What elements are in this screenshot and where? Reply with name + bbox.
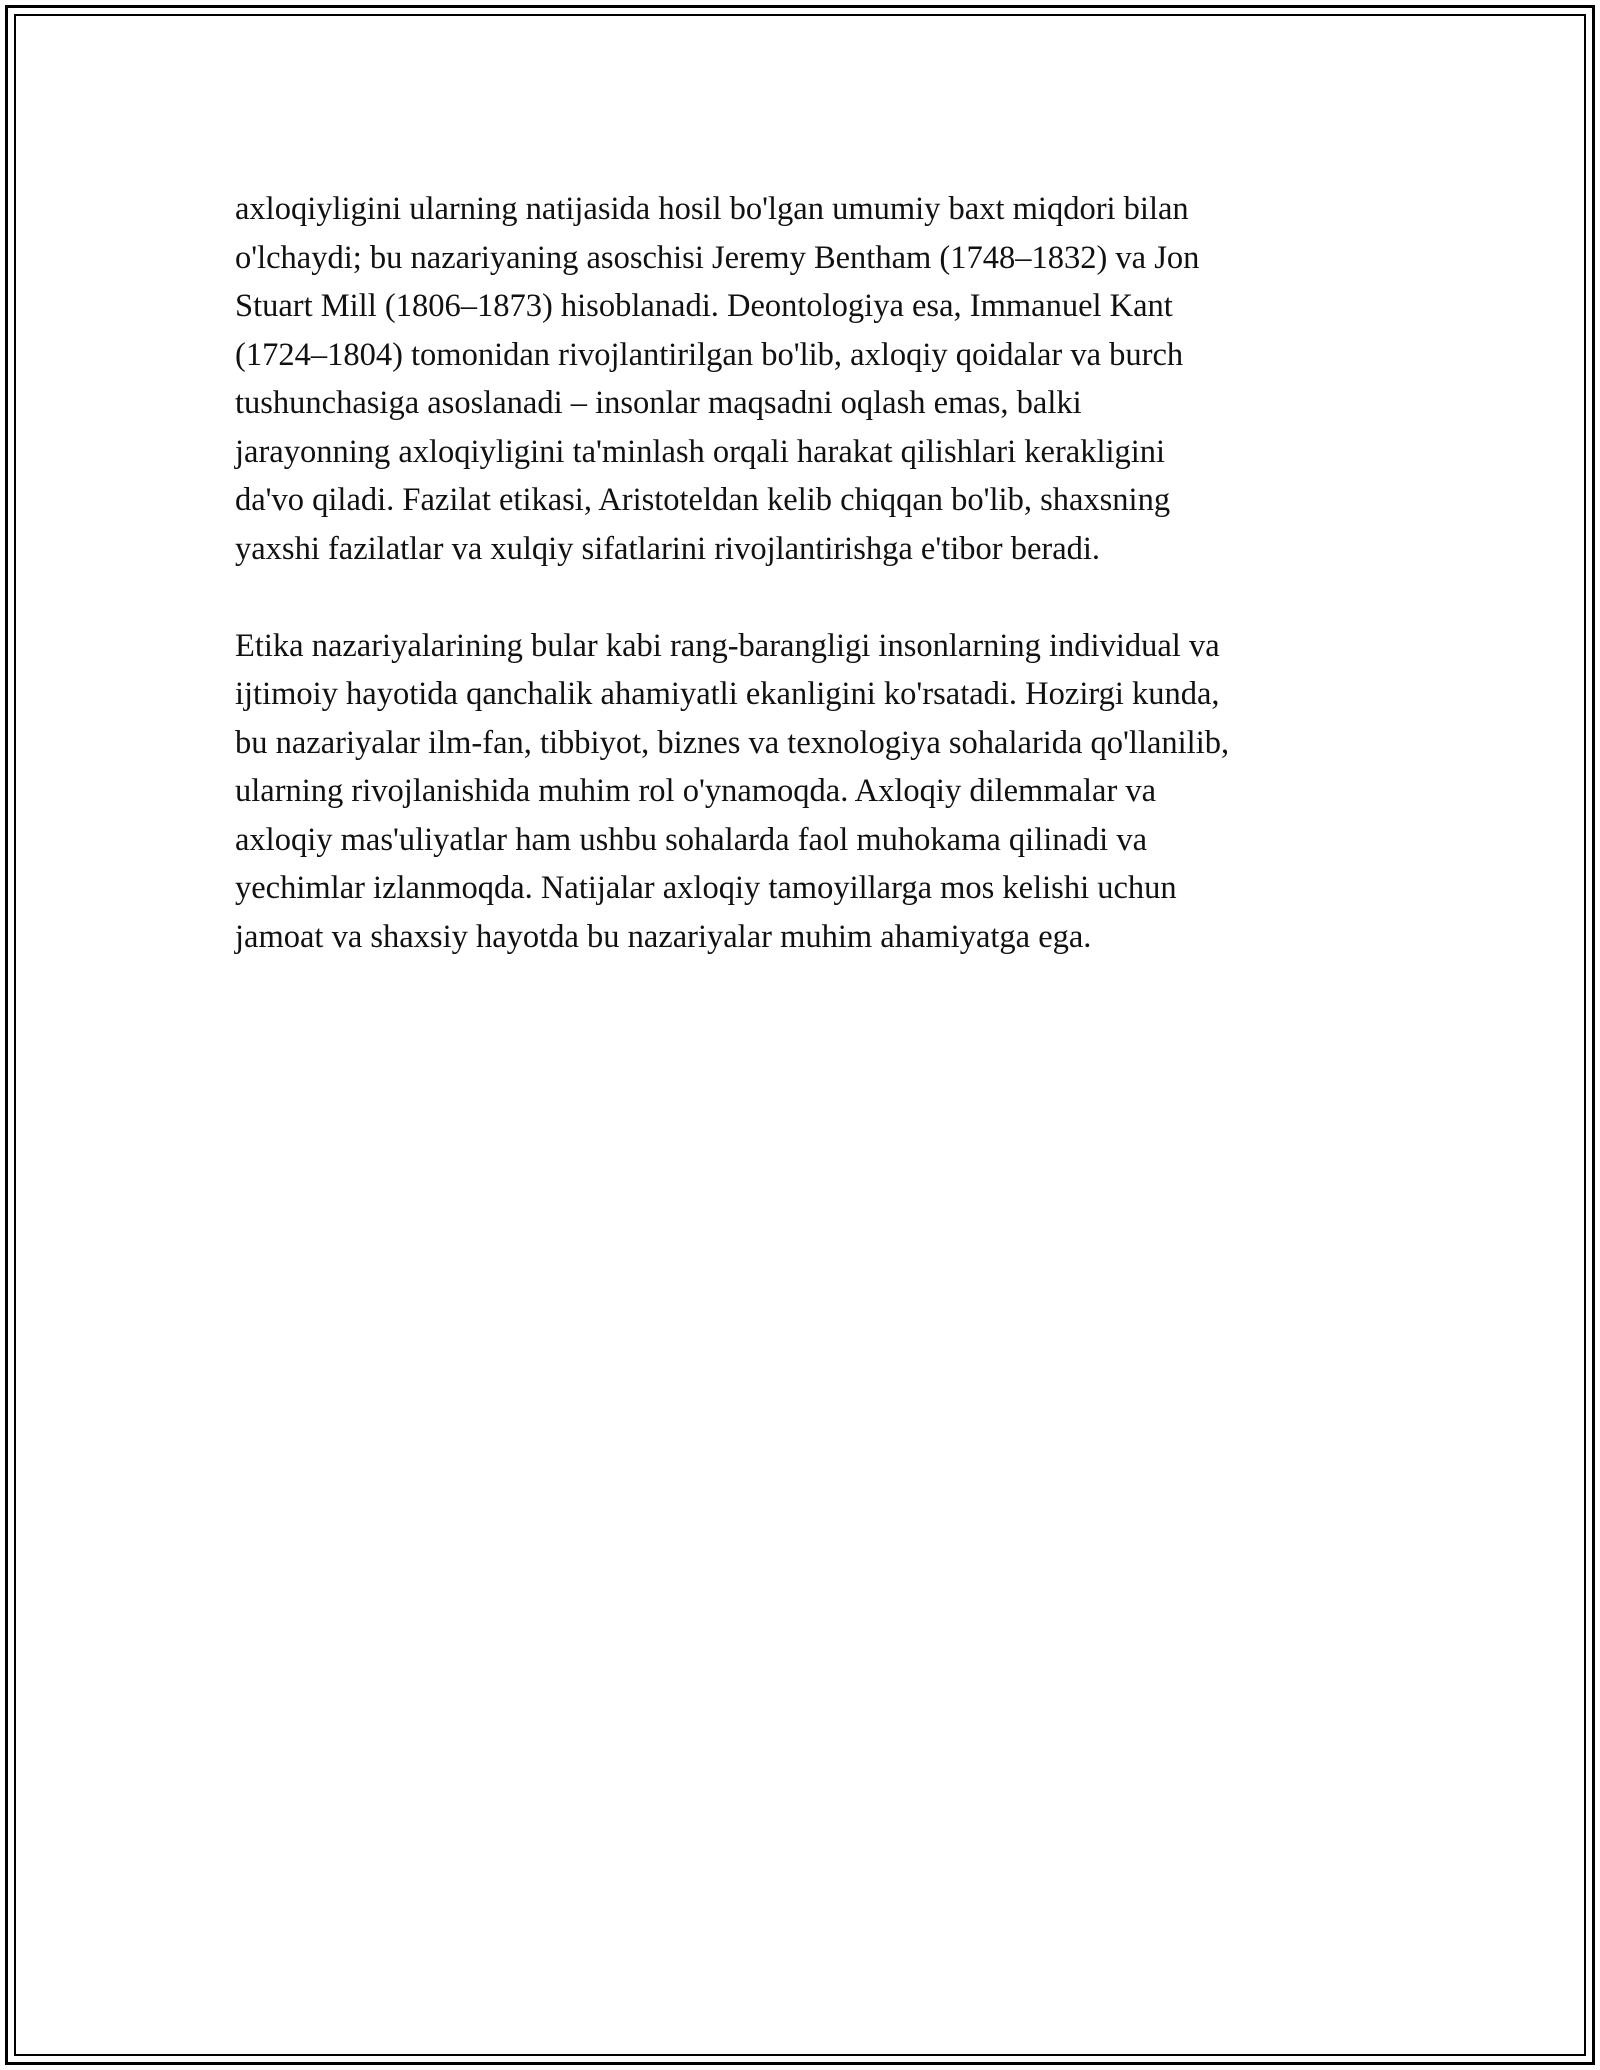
paragraph-spacer xyxy=(235,573,1385,622)
text-line: yechimlar izlanmoqda. Natijalar axloqiy tamoyillarga mos kelishi uchun xyxy=(235,870,1177,906)
paragraph-2 xyxy=(235,622,1385,962)
text-line: ularning rivojlanishida muhim rol o'ynamoqda. Axloqiy dilemmalar va xyxy=(235,773,1157,809)
text-line: (1724–1804) tomonidan rivojlantirilgan bo'lib, axloqiy qoidalar va burch xyxy=(235,336,1184,373)
text-line: jarayonning axloqiyligini ta'minlash orqali harakat qilishlari kerakligini xyxy=(235,433,1166,470)
text-line: tushunchasiga asoslanadi – insonlar maqsadni oqlash emas, balki xyxy=(235,385,1082,421)
text-line: yaxshi fazilatlar va xulqiy sifatlarini rivojlantirishga e'tibor beradi. xyxy=(235,530,1101,567)
text-line: o'lchaydi; bu nazariyaning asoschisi Jeremy Bentham (1748–1832) va Jon xyxy=(235,239,1200,276)
text-line: axloqiyligini ularning natijasida hosil bo'lgan umumiy baxt miqdori bilan xyxy=(235,191,1189,227)
text-line: axloqiy mas'uliyatlar ham ushbu sohalarda faol muhokama qilinadi va xyxy=(235,821,1148,858)
paragraph-1 xyxy=(235,185,1385,573)
text-line: jamoat va shaxsiy hayotda bu nazariyalar muhim ahamiyatga ega. xyxy=(235,918,1092,955)
text-line: Etika nazariyalarining bular kabi rang-barangligi insonlarning individual va xyxy=(235,627,1220,664)
text-line: Stuart Mill (1806–1873) hisoblanadi. Deontologiya esa, Immanuel Kant xyxy=(235,288,1173,324)
text-line: bu nazariyalar ilm-fan, tibbiyot, biznes va texnologiya sohalarida qo'llanilib, xyxy=(235,724,1230,761)
text-line: da'vo qiladi. Fazilat etikasi, Aristoteldan kelib chiqqan bo'lib, shaxsning xyxy=(235,482,1171,518)
text-line: ijtimoiy hayotida qanchalik ahamiyatli ekanligini ko'rsatadi. Hozirgi kunda, xyxy=(235,676,1220,712)
document-body xyxy=(235,185,1385,961)
